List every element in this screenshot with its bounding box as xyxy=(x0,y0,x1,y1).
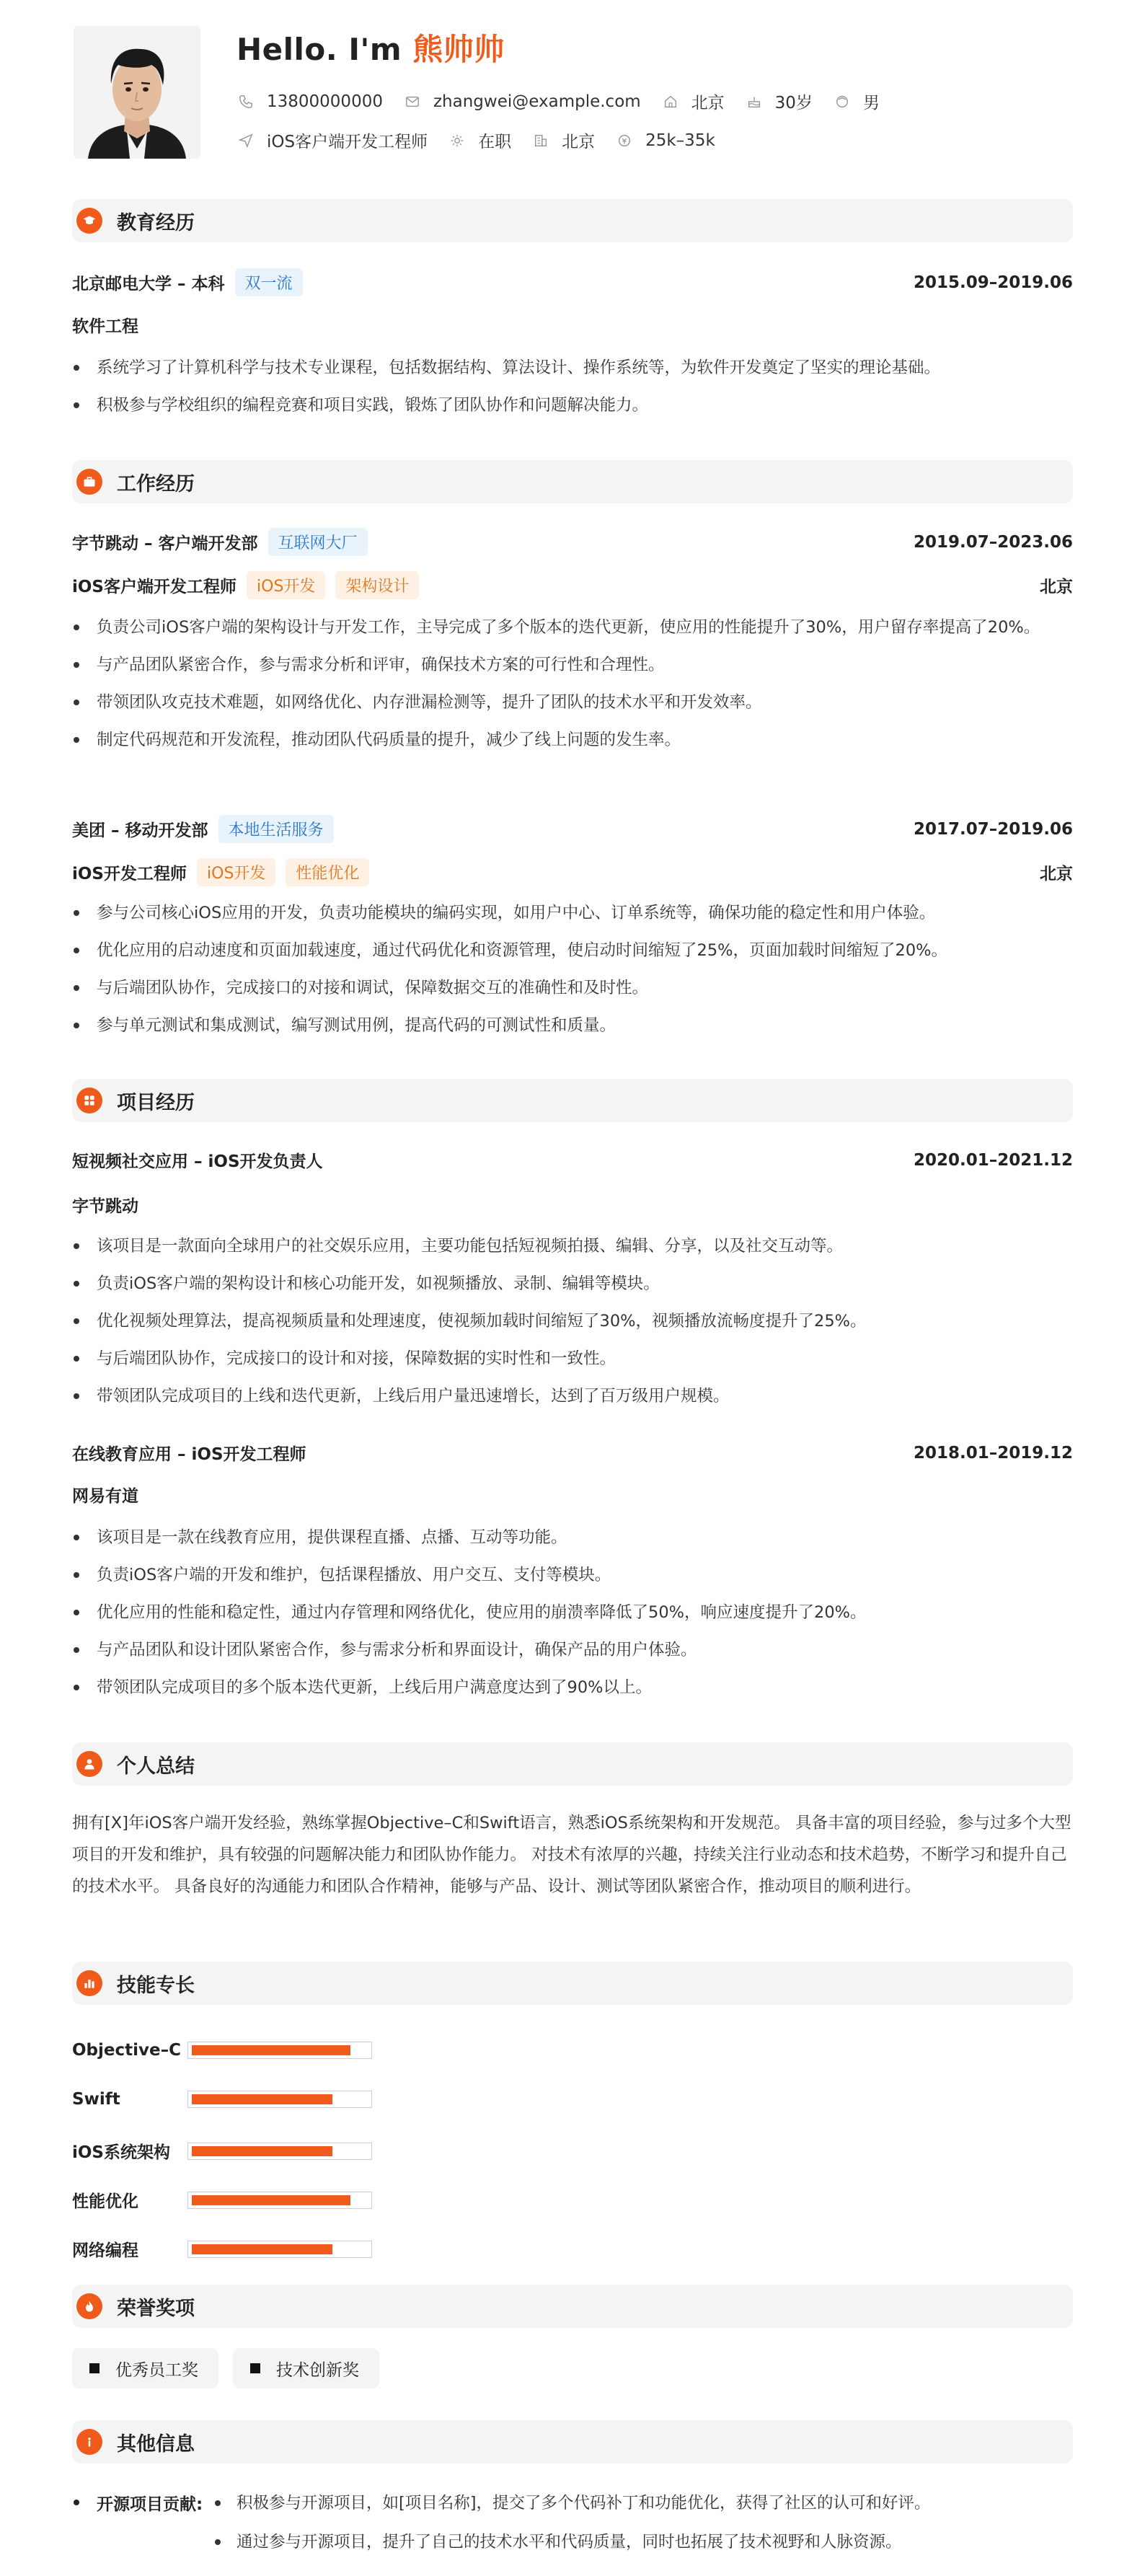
other-section-header xyxy=(72,2420,1073,2463)
send-icon xyxy=(238,133,254,149)
honor-badge xyxy=(72,2348,218,2388)
briefcase-icon xyxy=(76,469,102,495)
open-source-list xyxy=(213,2491,1071,2569)
list-item: 负责iOS客户端的架构设计和核心功能开发，如视频播放、录制、编辑等模块。 xyxy=(72,1268,1073,1300)
skill-level-fill xyxy=(192,2094,332,2104)
skill-name: Objective–C xyxy=(72,2041,181,2060)
project-entry-header xyxy=(72,1148,1073,1172)
education-title: 教育经历 xyxy=(117,211,195,234)
greeting: Hello. I'm xyxy=(236,32,413,67)
company-name: 美团 – 移动开发部 xyxy=(72,821,208,840)
education-bullets xyxy=(72,352,1073,427)
skill-tag: iOS开发 xyxy=(247,571,325,599)
square-bullet-icon xyxy=(89,2363,100,2373)
age-item xyxy=(746,89,813,113)
other-title: 其他信息 xyxy=(117,2432,195,2456)
list-item: 该项目是一款面向全球用户的社交娱乐应用，主要功能包括短视频拍摄、编辑、分享，以及社交互动等。 xyxy=(72,1230,1073,1262)
coin-icon xyxy=(616,133,632,149)
skill-row xyxy=(72,2237,372,2261)
list-item: 负责iOS客户端的开发和维护，包括课程播放、用户交互、支付等模块。 xyxy=(72,1559,1073,1591)
work-role-row xyxy=(72,571,1073,599)
work-bullets xyxy=(72,897,1073,1047)
user-icon xyxy=(76,1751,102,1777)
list-item: 带领团队完成项目的多个版本迭代更新，上线后用户满意度达到了90%以上。 xyxy=(72,1672,1073,1703)
work-bullets xyxy=(72,612,1073,762)
work-entry-header xyxy=(72,528,1073,556)
name-heading xyxy=(236,26,505,69)
skill-row xyxy=(72,2090,372,2109)
skill-name: 性能优化 xyxy=(72,2192,138,2211)
summary-text: 拥有[X]年iOS客户端开发经验，熟练掌握Objective–C和Swift语言，熟悉iOS系统架构和开发规范。 具备丰富的项目经验，参与过多个大型项目的开发和维护，具有较强的问题解决能力和团队协作能力。 对技术有浓厚的兴趣，持续关注行业动态和技术趋势，不断学习和提升自己的技术水平。 具备良好的沟通能力和团队合作精神，能够与产品、设计、测试等团队紧密合作，推动项目的顺利进行。 xyxy=(72,1814,1071,1896)
project-title: 在线教育应用 – iOS开发工程师 xyxy=(72,1445,306,1464)
skill-level-fill xyxy=(192,2195,350,2205)
list-item: 积极参与开源项目，如[项目名称]，提交了多个代码补丁和功能优化，获得了社区的认可和好评。 xyxy=(213,2491,1071,2515)
phone-icon xyxy=(238,94,254,110)
skill-tag: 架构设计 xyxy=(335,571,419,599)
skills-title: 技能专长 xyxy=(117,1974,195,1997)
list-item: 与产品团队和设计团队紧密合作，参与需求分析和界面设计，确保产品的用户体验。 xyxy=(72,1634,1073,1666)
contact-row xyxy=(238,89,901,113)
company-tag: 互联网大厂 xyxy=(268,528,368,556)
work-city: 北京 xyxy=(1040,865,1073,883)
age-text: 30岁 xyxy=(774,94,813,113)
resume-header xyxy=(72,0,1073,186)
list-item: 与后端团队协作，完成接口的对接和调试，保障数据交互的准确性和及时性。 xyxy=(72,972,1073,1004)
skills-section-header xyxy=(72,1962,1073,2005)
major-row xyxy=(72,313,1073,337)
project-title: 短视频社交应用 – iOS开发负责人 xyxy=(72,1152,323,1171)
work-date: 2017.07–2019.06 xyxy=(913,819,1073,839)
skill-level-fill xyxy=(192,2146,332,2156)
list-item: 参与公司核心iOS应用的开发，负责功能模块的编码实现，如用户中心、订单系统等，确保功能的稳定性和用户体验。 xyxy=(72,897,1073,929)
status-item xyxy=(449,128,511,152)
target-city-text: 北京 xyxy=(562,133,596,151)
status-text: 在职 xyxy=(478,133,512,151)
gender-item xyxy=(834,89,880,113)
phone-text[interactable]: 13800000000 xyxy=(267,92,383,111)
projects-title: 项目经历 xyxy=(117,1091,195,1114)
honor-label: 技术创新奖 xyxy=(276,2360,359,2380)
position-item xyxy=(238,128,428,152)
email-item xyxy=(404,92,641,111)
projects-section-header xyxy=(72,1079,1073,1122)
list-item: 参与单元测试和集成测试，编写测试用例，提高代码的可测试性和质量。 xyxy=(72,1010,1073,1041)
list-item: 负责公司iOS客户端的架构设计与开发工作，主导完成了多个版本的迭代更新，使应用的性能提升了30%，用户留存率提高了20%。 xyxy=(72,612,1073,643)
project-bullets xyxy=(72,1522,1073,1709)
location-text: 北京 xyxy=(691,94,725,113)
role-name: iOS开发工程师 xyxy=(72,865,187,883)
target-city-item xyxy=(533,128,595,152)
school-tag: 双一流 xyxy=(235,268,303,296)
skill-tag: iOS开发 xyxy=(197,858,275,886)
summary-section-header xyxy=(72,1742,1073,1786)
list-item: 与产品团队紧密合作，参与需求分析和评审，确保技术方案的可行性和合理性。 xyxy=(72,649,1073,681)
project-date: 2020.01–2021.12 xyxy=(913,1150,1073,1170)
gender-icon xyxy=(834,94,850,110)
project-entry-header xyxy=(72,1441,1073,1465)
company-name: 字节跳动 – 客户端开发部 xyxy=(72,534,258,553)
major: 软件工程 xyxy=(72,317,138,336)
work-title: 工作经历 xyxy=(117,472,195,495)
skill-level-bar xyxy=(187,2143,372,2160)
project-org-row xyxy=(72,1193,1073,1217)
project-date: 2018.01–2019.12 xyxy=(913,1443,1073,1463)
skill-row xyxy=(72,2041,372,2060)
skill-level-bar xyxy=(187,2091,372,2108)
location-item xyxy=(663,89,725,113)
email-text[interactable]: zhangwei@example.com xyxy=(433,92,641,111)
list-item: 优化视频处理算法，提高视频质量和处理速度，使视频加载时间缩短了30%，视频播放流畅度提升了25%。 xyxy=(72,1305,1073,1337)
cake-icon xyxy=(746,94,762,110)
list-item: 通过参与开源项目，提升了自己的技术水平和代码质量，同时也拓展了技术视野和人脉资源。 xyxy=(213,2530,1071,2554)
work-city: 北京 xyxy=(1040,578,1073,596)
skill-level-fill xyxy=(192,2244,332,2254)
candidate-name: 熊帅帅 xyxy=(412,32,505,67)
project-bullets xyxy=(72,1230,1073,1418)
honors-list xyxy=(72,2348,394,2388)
home-icon xyxy=(663,94,678,110)
grid-icon xyxy=(76,1088,102,1113)
work-role-row xyxy=(72,858,1073,886)
list-item: 带领团队完成项目的上线和迭代更新，上线后用户量迅速增长，达到了百万级用户规模。 xyxy=(72,1380,1073,1412)
skill-level-bar xyxy=(187,2042,372,2059)
company-tag: 本地生活服务 xyxy=(218,815,334,843)
email-icon xyxy=(404,94,420,110)
building-icon xyxy=(533,133,549,149)
list-item: 与后端团队协作，完成接口的设计和对接，保障数据的实时性和一致性。 xyxy=(72,1343,1073,1375)
role-name: iOS客户端开发工程师 xyxy=(72,578,237,596)
education-date: 2015.09–2019.06 xyxy=(913,273,1073,292)
project-org: 字节跳动 xyxy=(72,1197,138,1216)
salary-item xyxy=(616,131,715,150)
gender-text: 男 xyxy=(862,94,880,113)
skill-name: 网络编程 xyxy=(72,2241,138,2260)
list-item: 制定代码规范和开发流程，推动团队代码质量的提升，减少了线上问题的发生率。 xyxy=(72,724,1073,756)
honors-section-header xyxy=(72,2285,1073,2328)
honor-label: 优秀员工奖 xyxy=(115,2360,198,2380)
list-item: 优化应用的启动速度和页面加载速度，通过代码优化和资源管理，使启动时间缩短了25%，页面加载时间缩短了20%。 xyxy=(72,935,1073,966)
position-text: iOS客户端开发工程师 xyxy=(267,133,428,151)
school-name: 北京邮电大学 – 本科 xyxy=(72,275,225,294)
list-item: 系统学习了计算机科学与技术专业课程，包括数据结构、算法设计、操作系统等，为软件开发奠定了坚实的理论基础。 xyxy=(72,352,1073,384)
open-source-label: 开源项目贡献: xyxy=(72,2491,203,2515)
project-org-row xyxy=(72,1483,1073,1507)
salary-text: 25k–35k xyxy=(645,131,715,150)
skill-row xyxy=(72,2139,372,2163)
info-icon xyxy=(76,2429,102,2455)
phone-item xyxy=(238,92,383,111)
education-section-header xyxy=(72,199,1073,242)
list-item: 优化应用的性能和稳定性，通过内存管理和网络优化，使应用的崩溃率降低了50%，响应速度提升了20%。 xyxy=(72,1597,1073,1628)
work-section-header xyxy=(72,460,1073,503)
list-item: 带领团队攻克技术难题，如网络优化、内存泄漏检测等，提升了团队的技术水平和开发效率。 xyxy=(72,687,1073,718)
flame-icon xyxy=(76,2293,102,2319)
skill-name: iOS系统架构 xyxy=(72,2143,171,2162)
work-entry-header xyxy=(72,815,1073,843)
skill-level-bar xyxy=(187,2192,372,2209)
education-entry-header xyxy=(72,268,1073,296)
list-item: 该项目是一款在线教育应用，提供课程直播、点播、互动等功能。 xyxy=(72,1522,1073,1553)
summary-title: 个人总结 xyxy=(117,1755,195,1778)
skill-level-fill xyxy=(192,2045,350,2055)
graduation-cap-icon xyxy=(76,208,102,234)
honors-title: 荣誉奖项 xyxy=(117,2297,195,2320)
project-org: 网易有道 xyxy=(72,1487,138,1506)
work-date: 2019.07–2023.06 xyxy=(913,532,1073,552)
job-intent-row xyxy=(238,128,737,152)
skill-name: Swift xyxy=(72,2090,120,2109)
list-item: 积极参与学校组织的编程竞赛和项目实践，锻炼了团队协作和问题解决能力。 xyxy=(72,389,1073,421)
skill-tag: 性能优化 xyxy=(286,858,369,886)
honor-badge xyxy=(233,2348,379,2388)
avatar xyxy=(74,26,200,159)
chart-icon xyxy=(76,1970,102,1996)
gear-icon xyxy=(449,133,465,149)
skill-row xyxy=(72,2188,372,2212)
skill-level-bar xyxy=(187,2241,372,2258)
square-bullet-icon xyxy=(250,2363,260,2373)
